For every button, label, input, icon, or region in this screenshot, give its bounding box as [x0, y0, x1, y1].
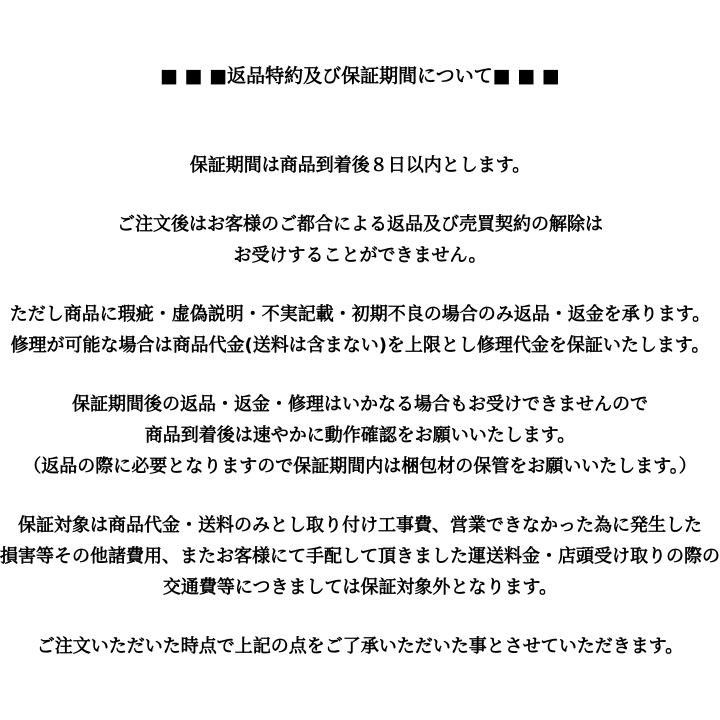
page-title: ■ ■ ■返品特約及び保証期間について■ ■ ■	[160, 65, 560, 87]
policy-line: 損害等その他諸費用、またお客様にて手配して頂きました運送料金・店頭受け取りの際の	[0, 546, 720, 567]
policy-line: ただし商品に瑕疵・虚偽説明・不実記載・初期不良の場合のみ返品・返金を承ります。	[9, 304, 711, 325]
policy-line: 保証期間は商品到着後８日以内とします。	[189, 155, 531, 176]
paragraph-defect-returns	[0, 299, 720, 361]
policy-line: 修理が可能な場合は商品代金(送料は含まない)を上限とし修理代金を保証いたします。	[10, 335, 710, 356]
policy-line: （返品の際に必要となりますので保証期間内は梱包材の保管をお願いいたします。）	[23, 456, 697, 477]
policy-line: ご注文いただいた時点で上記の点をご了承いただいた事とさせていただきます。	[36, 636, 684, 657]
policy-line: 保証期間後の返品・返金・修理はいかなる場合もお受けできませんので	[72, 394, 648, 415]
paragraph-after-warranty	[0, 389, 720, 482]
policy-line: 交通費等につきましては保証対象外となります。	[162, 577, 558, 598]
paragraph-acknowledgement	[0, 631, 720, 662]
policy-line: 商品到着後は速やかに動作確認をお願いいたします。	[144, 425, 576, 446]
paragraph-warranty-scope	[0, 510, 720, 603]
paragraph-warranty-period	[0, 150, 720, 181]
policy-line: お受けすることができません。	[233, 245, 487, 266]
policy-line: ご注文後はお客様のご都合による返品及び売買契約の解除は	[117, 214, 603, 235]
paragraph-no-cancellation	[0, 209, 720, 271]
policy-line: 保証対象は商品代金・送料のみとし取り付け工事費、営業できなかった為に発生した	[18, 515, 702, 536]
